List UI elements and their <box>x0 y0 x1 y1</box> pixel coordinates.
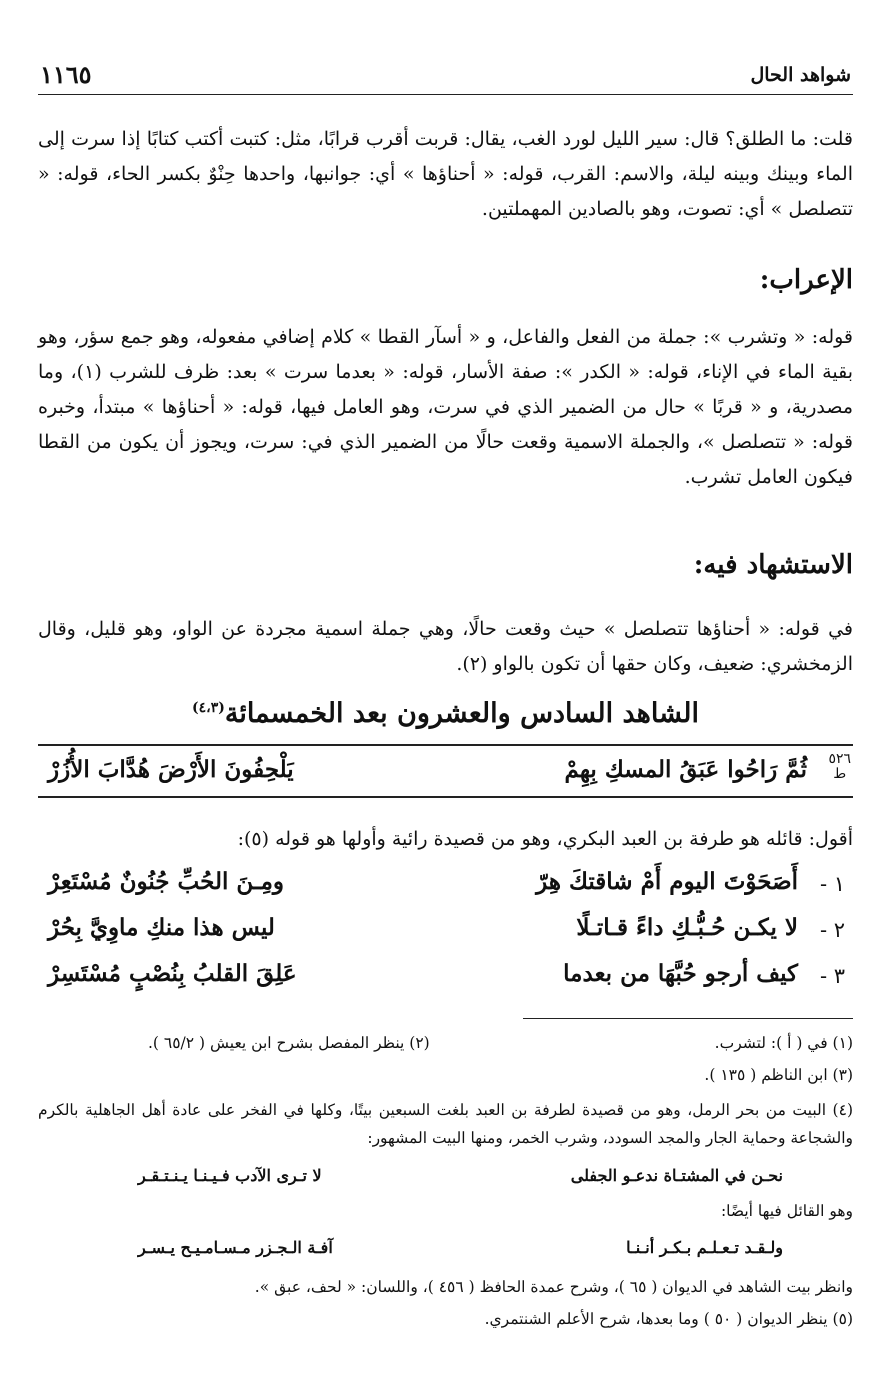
verse-rule-top <box>38 744 853 746</box>
heading-irab: الإعراب: <box>759 265 853 295</box>
verse-number <box>828 752 851 782</box>
paragraph-text: في قوله: « أحناؤها تتصلصل » حيث وقعت حالًا، وهي جملة اسمية مجردة عن الواو، وهو قليل، وقال الزمخشري: ضعيف، وكان حقها أن تكون بالواو (٢). <box>38 618 853 675</box>
paragraph-irab <box>38 320 853 495</box>
poem-line-number: ٣ - <box>819 964 845 988</box>
running-title: شواهد الحال <box>750 64 851 86</box>
poem-line-number: ١ - <box>819 872 845 896</box>
paragraph-explanation <box>38 122 853 227</box>
footnote-verse <box>38 1238 853 1266</box>
poem-line <box>38 868 853 912</box>
verse-number-value: ٥٢٦ <box>828 751 851 767</box>
footnote-verse-first: ولـقـد تـعـلـم بـكـر أنـنـا <box>626 1238 783 1257</box>
witness-title <box>38 698 853 729</box>
footnote-verse-second: آفـة الـجـزر مـسـامـيـح يـسـر <box>138 1238 333 1257</box>
footnote-1: (١) في ( أ ): لتشرب. <box>714 1034 853 1052</box>
footnote-3: (٣) ابن الناظم ( ١٣٥ ). <box>704 1066 853 1084</box>
poem-hemistich-second: عَلِقَ القلبُ بِنُصْبٍ مُسْتَسِرْ <box>48 960 297 987</box>
poem-hemistich-first: كيف أرجو حُبَّهَا من بعدما <box>563 960 798 987</box>
book-page <box>38 0 853 1389</box>
verse-rule-bottom <box>38 796 853 798</box>
footnote-2: (٢) ينظر المفصل بشرح ابن يعيش ( ٦٥/٢ ). <box>148 1034 430 1052</box>
verse-meter: ط <box>833 766 847 782</box>
footnote-5: (٥) ينظر الديوان ( ٥٠ ) وما بعدها، شرح الأعلم الشنتمري. <box>484 1310 853 1328</box>
paragraph-text: قوله: « وتشرب »: جملة من الفعل والفاعل، و « أسآر القطا » كلام إضافي مفعوله، وهو جمع سؤر، وهو بقية الماء في الإناء، قوله: « الكدر »: صفة الأسار، قوله: « بعدما سرت » بعد: ظرف للشرب (١)، وما مصدرية، و « قربًا » حال من الضمير الذي في سرت، وهو العامل فيها، قوله: « أحناؤها » مبتدأ، وخبره قوله: « تتصلصل »، والجملة الاسمية وقعت حالًا من الضمير الذي في: سرت، ويجوز أن يكون من القطا فيكون العامل تشرب. <box>38 326 853 488</box>
footnote-rule <box>523 1018 853 1019</box>
paragraph-text: أقول: قائله هو طرفة بن العبد البكري، وهو من قصيدة رائية وأولها هو قوله (٥): <box>237 828 853 850</box>
footnote-verse <box>38 1166 853 1194</box>
witness-title-footnote-ref: (٤،٣) <box>192 700 225 716</box>
page-number: ١١٦٥ <box>40 60 92 89</box>
poem-hemistich-second: ومِـنَ الحُبِّ جُنُونٌ مُسْتَعِرْ <box>48 868 285 895</box>
witness-title-text: الشاهد السادس والعشرون بعد الخمسمائة <box>224 698 699 729</box>
hemistich-second: يَلْحِفُونَ الأَرْضَ هُدَّابَ الأُزُرْ <box>48 756 294 783</box>
poem-line <box>38 914 853 958</box>
footnote-4-sources: وانظر بيت الشاهد في الديوان ( ٦٥ )، وشرح عمدة الحافظ ( ٤٥٦ )، واللسان: « لحف، عبق ». <box>254 1278 853 1296</box>
hemistich-first: ثُمَّ رَاحُوا عَبَقُ المسكِ بِهِمْ <box>564 756 807 783</box>
header-rule <box>38 94 853 95</box>
heading-istishhad: الاستشهاد فيه: <box>693 550 853 580</box>
poem-hemistich-second: ليس هذا منكِ ماوِيَّ بِحُرْ <box>48 914 275 941</box>
footnote-verse-second: لا تـرى الآدب فـيـنـا يـنـتـقـر <box>138 1166 322 1185</box>
footnote-4: (٤) البيت من بحر الرمل، وهو من قصيدة لطرفة بن العبد بلغت السبعين بيتًا، وكلها في الفخر على عادة أهل الجاهلية بالكرم والشجاعة وحماية الجار والمجد السودد، وشرب الخمر، ومنها البيت المشهور: <box>38 1101 853 1147</box>
paragraph-attribution <box>38 822 853 857</box>
page-header <box>38 60 853 94</box>
poem-line-number: ٢ - <box>819 918 845 942</box>
poem-line <box>38 960 853 1004</box>
footnote-4-continuation: وهو القائل فيها أيضًا: <box>720 1202 853 1220</box>
footnote-verse-first: نحـن في المشتـاة ندعـو الجفلى <box>570 1166 783 1185</box>
main-verse <box>38 752 853 792</box>
paragraph-text: قلت: ما الطلق؟ قال: سير الليل لورد الغب، يقال: قربت أقرب قرابًا، مثل: كتبت أكتب كتابًا إذا سرت إلى الماء وبينك وبينه ليلة، والاسم: القرب، قوله: « أحناؤها » أي: جوانبها، واحدها حِنْوٌ بكسر الحاء، قوله: « تتصلصل » أي: تصوت، وهو بالصادين المهملتين. <box>38 128 853 220</box>
paragraph-istishhad <box>38 612 853 682</box>
poem-hemistich-first: أَصَحَوْتَ اليوم أَمْ شاقتكَ هِرّ <box>536 868 798 895</box>
poem-hemistich-first: لا يكـن حُـبُّـكِ داءً قـاتـلًا <box>576 914 798 941</box>
